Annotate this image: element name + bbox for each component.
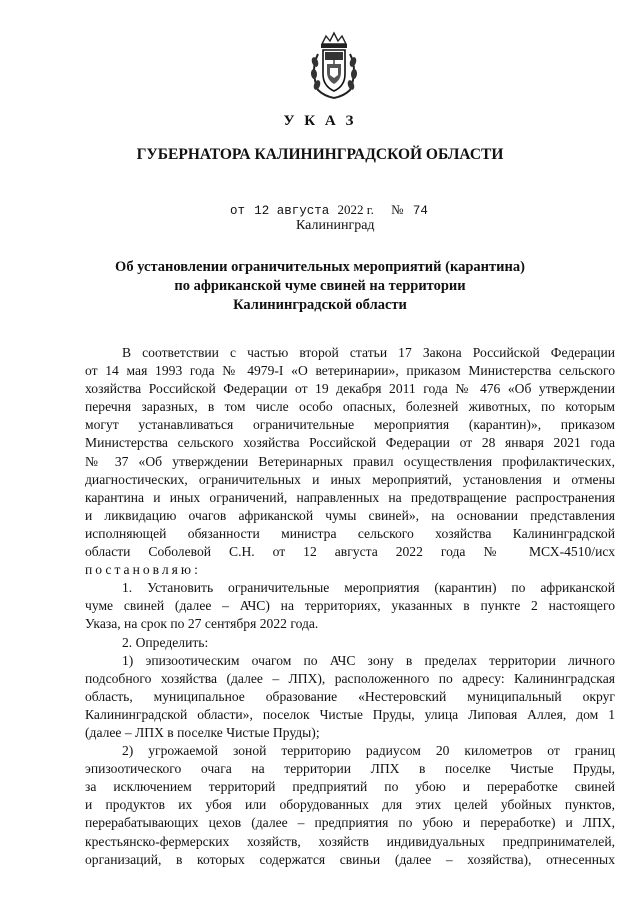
body-line: чуме свиней (далее – АЧС) на территориях, указанных в пункте 2 настоящего (85, 598, 615, 614)
body-line: подсобного хозяйства (далее – ЛПХ), расположенного по адресу: Калининградская (85, 670, 615, 686)
body-line: и продуктов их убоя или оборудованных для этих целей убойных пунктов, (85, 797, 615, 813)
city-name: Калининград (296, 218, 375, 233)
decree-number: 74 (412, 204, 428, 218)
body-line: исполняющей обязанности министра сельского хозяйства Калининградской (85, 525, 615, 541)
body-line: 2. Определить: (122, 634, 209, 650)
document-title (0, 258, 640, 315)
body-line: перерабатывающих цехов (далее – предприятия по убою и переработке) и ЛПХ, (85, 815, 615, 831)
body-line: 1. Установить ограничительные мероприятия (карантин) по африканской (122, 580, 615, 596)
title-line: по африканской чуме свиней на территории (174, 278, 466, 294)
issuer-title: ГУБЕРНАТОРА КАЛИНИНГРАДСКОЙ ОБЛАСТИ (136, 146, 504, 163)
body-line: № 37 «Об утверждении Ветеринарных правил осуществления профилактических, (85, 453, 615, 469)
body-line: 2) угрожаемой зоной территорию радиусом 20 километров от границ (122, 743, 615, 759)
decree-dateline (230, 202, 428, 218)
body-line: могут устанавливаться ограничительные мероприятия (карантин)», приказом (85, 417, 615, 433)
body-line: перечня заразных, в том числе особо опасных, болезней животных, по которым (85, 399, 615, 415)
body-line: В соответствии с частью второй статьи 17 Закона Российской Федерации (122, 345, 615, 360)
document-body (85, 344, 615, 869)
body-line: крестьянско-фермерских хозяйств, хозяйств индивидуальных предпринимателей, (85, 833, 615, 849)
date-prefix: от (230, 204, 246, 218)
number-label: № (391, 202, 404, 217)
body-line: (далее – ЛПХ в поселке Чистые Пруды); (85, 724, 320, 740)
decree-date: 12 августа (254, 204, 330, 218)
body-line: за исключением территорий предприятий по убою и переработке свиней (85, 779, 615, 795)
body-line: области Соболевой С.Н. от 12 августа 2022 года № МСХ-4510/исх (85, 544, 615, 560)
decree-word: У К А З (283, 113, 357, 129)
body-line: и ликвидацию очагов африканской чумы свиней», на основании представления (85, 507, 615, 523)
decree-year: 2022 г. (337, 202, 374, 217)
title-line: Об установлении ограничительных мероприятий (карантина) (115, 259, 525, 275)
body-line: хозяйства Российской Федерации от 19 декабря 2011 года № 476 «Об утверждении (85, 381, 615, 397)
body-line: Министерства сельского хозяйства Российской Федерации от 28 января 2021 года (85, 435, 615, 451)
coat-of-arms-icon (308, 30, 360, 100)
title-line: Калининградской области (233, 297, 407, 313)
body-line: карантина и иных ограничений, направленных на предотвращение распространения (85, 489, 615, 505)
body-line: эпизоотического очага на территории ЛПХ в поселке Чистые Пруды, (85, 761, 615, 777)
body-line: Указа, на срок по 27 сентября 2022 года. (85, 616, 319, 632)
body-line: диагностических, ограничительных и иных мероприятий, установления и отмены (85, 471, 615, 487)
body-line: от 14 мая 1993 года № 4979-I «О ветеринарии», приказом Министерства сельского (85, 363, 615, 379)
body-line: 1) эпизоотическим очагом по АЧС зону в пределах территории личного (122, 652, 615, 668)
body-line: Калининградской области», поселок Чистые Пруды, улица Липовая Аллея, дом 1 (85, 706, 615, 722)
body-line: область, муниципальное образование «Нестеровский муниципальный округ (85, 688, 615, 704)
body-line: организаций, в которых содержатся свиньи (далее – хозяйства), отнесенных (85, 851, 615, 867)
body-line: постановляю: (85, 562, 201, 578)
